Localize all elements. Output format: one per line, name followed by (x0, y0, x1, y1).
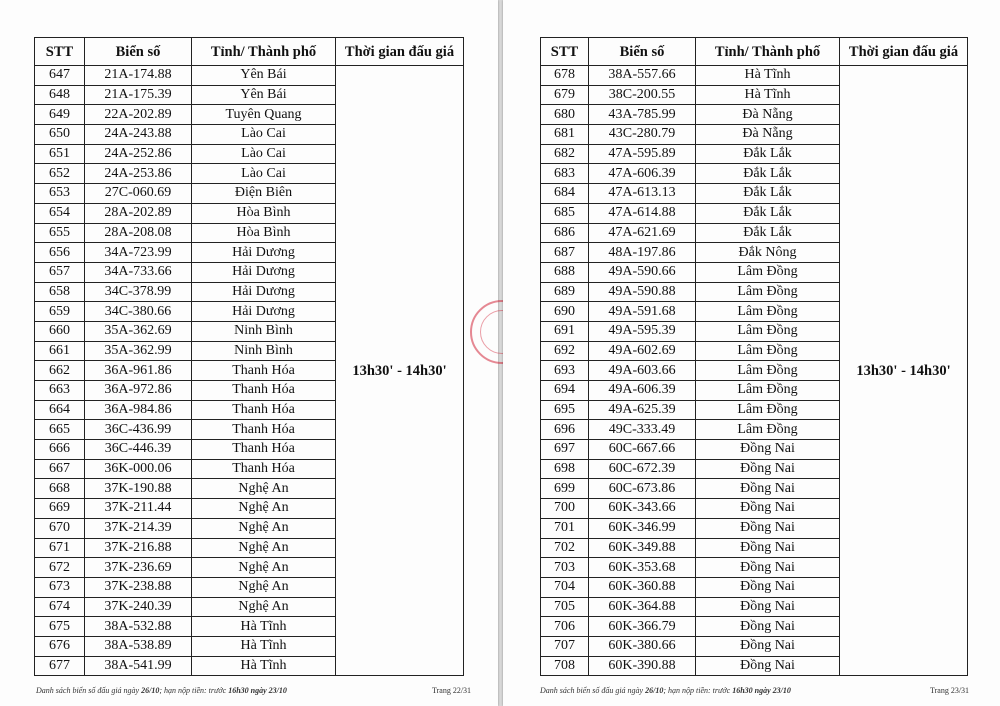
cell-stt: 702 (541, 538, 589, 558)
cell-stt: 707 (541, 636, 589, 656)
cell-plate: 37K-214.39 (85, 518, 192, 538)
cell-province: Đắk Lắk (696, 203, 840, 223)
cell-stt: 657 (35, 262, 85, 282)
cell-stt: 660 (35, 321, 85, 341)
cell-stt: 652 (35, 164, 85, 184)
cell-province: Đồng Nai (696, 440, 840, 460)
header-plate: Biển số (589, 38, 696, 66)
cell-stt: 693 (541, 361, 589, 381)
cell-plate: 36A-972.86 (85, 381, 192, 401)
cell-stt: 674 (35, 597, 85, 617)
cell-province: Hà Tĩnh (696, 66, 840, 86)
cell-stt: 666 (35, 440, 85, 460)
cell-plate: 38A-532.88 (85, 617, 192, 637)
cell-plate: 34A-733.66 (85, 262, 192, 282)
cell-province: Đắk Lắk (696, 184, 840, 204)
cell-province: Lào Cai (192, 125, 336, 145)
cell-auction-time: 13h30' - 14h30' (840, 66, 968, 676)
cell-plate: 38C-200.55 (589, 85, 696, 105)
cell-plate: 49A-603.66 (589, 361, 696, 381)
cell-plate: 60K-346.99 (589, 518, 696, 538)
cell-stt: 698 (541, 459, 589, 479)
cell-stt: 669 (35, 499, 85, 519)
header-plate: Biển số (85, 38, 192, 66)
cell-stt: 658 (35, 282, 85, 302)
cell-stt: 685 (541, 203, 589, 223)
cell-province: Thanh Hóa (192, 440, 336, 460)
cell-stt: 683 (541, 164, 589, 184)
cell-province: Lào Cai (192, 144, 336, 164)
table-header-row (541, 38, 968, 66)
cell-plate: 49A-602.69 (589, 341, 696, 361)
cell-plate: 37K-240.39 (85, 597, 192, 617)
cell-province: Đà Nẵng (696, 125, 840, 145)
footer-deadline: 16h30 ngày 23/10 (732, 686, 791, 695)
cell-stt: 648 (35, 85, 85, 105)
cell-province: Đắk Lắk (696, 223, 840, 243)
cell-province: Lâm Đồng (696, 282, 840, 302)
cell-plate: 38A-538.89 (85, 636, 192, 656)
cell-province: Lâm Đồng (696, 400, 840, 420)
cell-province: Đồng Nai (696, 479, 840, 499)
cell-plate: 37K-190.88 (85, 479, 192, 499)
cell-plate: 60K-364.88 (589, 597, 696, 617)
cell-stt: 690 (541, 302, 589, 322)
cell-stt: 661 (35, 341, 85, 361)
cell-stt: 653 (35, 184, 85, 204)
cell-plate: 49A-606.39 (589, 381, 696, 401)
cell-plate: 27C-060.69 (85, 184, 192, 204)
cell-plate: 24A-243.88 (85, 125, 192, 145)
cell-plate: 36C-436.99 (85, 420, 192, 440)
cell-stt: 688 (541, 262, 589, 282)
cell-plate: 49A-590.88 (589, 282, 696, 302)
footer-mid: ; hạn nộp tiền: trước (663, 686, 733, 695)
cell-plate: 21A-174.88 (85, 66, 192, 86)
cell-province: Lâm Đồng (696, 302, 840, 322)
cell-plate: 60C-672.39 (589, 459, 696, 479)
cell-plate: 60K-390.88 (589, 656, 696, 676)
cell-plate: 37K-216.88 (85, 538, 192, 558)
cell-province: Hải Dương (192, 262, 336, 282)
cell-province: Đắk Lắk (696, 164, 840, 184)
cell-province: Hải Dương (192, 302, 336, 322)
cell-province: Hải Dương (192, 243, 336, 263)
cell-stt: 699 (541, 479, 589, 499)
cell-province: Nghệ An (192, 538, 336, 558)
cell-stt: 675 (35, 617, 85, 637)
cell-plate: 60C-667.66 (589, 440, 696, 460)
cell-stt: 708 (541, 656, 589, 676)
cell-province: Hà Tĩnh (192, 636, 336, 656)
cell-province: Tuyên Quang (192, 105, 336, 125)
cell-stt: 677 (35, 656, 85, 676)
cell-stt: 705 (541, 597, 589, 617)
cell-auction-time: 13h30' - 14h30' (336, 66, 464, 676)
cell-plate: 36A-961.86 (85, 361, 192, 381)
cell-province: Đồng Nai (696, 518, 840, 538)
cell-province: Ninh Bình (192, 321, 336, 341)
cell-province: Lâm Đồng (696, 361, 840, 381)
cell-plate: 28A-202.89 (85, 203, 192, 223)
cell-plate: 24A-253.86 (85, 164, 192, 184)
cell-stt: 704 (541, 577, 589, 597)
cell-province: Đà Nẵng (696, 105, 840, 125)
cell-province: Hà Tĩnh (696, 85, 840, 105)
cell-stt: 701 (541, 518, 589, 538)
cell-plate: 47A-595.89 (589, 144, 696, 164)
footer-date: 26/10 (645, 686, 664, 695)
cell-stt: 651 (35, 144, 85, 164)
cell-stt: 695 (541, 400, 589, 420)
cell-province: Đồng Nai (696, 558, 840, 578)
table-header-row (35, 38, 464, 66)
cell-province: Lâm Đồng (696, 262, 840, 282)
footer-prefix: Danh sách biển số đấu giá ngày (540, 686, 646, 695)
cell-province: Lâm Đồng (696, 420, 840, 440)
cell-stt: 697 (541, 440, 589, 460)
cell-stt: 681 (541, 125, 589, 145)
cell-stt: 664 (35, 400, 85, 420)
cell-plate: 43C-280.79 (589, 125, 696, 145)
cell-stt: 672 (35, 558, 85, 578)
cell-province: Yên Bái (192, 66, 336, 86)
header-auction-time: Thời gian đấu giá (840, 38, 968, 66)
cell-stt: 656 (35, 243, 85, 263)
cell-province: Thanh Hóa (192, 361, 336, 381)
cell-plate: 35A-362.69 (85, 321, 192, 341)
cell-province: Nghệ An (192, 577, 336, 597)
cell-stt: 663 (35, 381, 85, 401)
cell-province: Hải Dương (192, 282, 336, 302)
cell-plate: 36A-984.86 (85, 400, 192, 420)
cell-province: Thanh Hóa (192, 459, 336, 479)
cell-stt: 686 (541, 223, 589, 243)
cell-stt: 673 (35, 577, 85, 597)
cell-plate: 49A-595.39 (589, 321, 696, 341)
cell-province: Nghệ An (192, 597, 336, 617)
document-page-right (503, 0, 1000, 706)
cell-stt: 659 (35, 302, 85, 322)
cell-plate: 49A-590.66 (589, 262, 696, 282)
cell-plate: 60K-353.68 (589, 558, 696, 578)
plate-table-right (540, 37, 968, 676)
footer-deadline: 16h30 ngày 23/10 (228, 686, 287, 695)
cell-stt: 647 (35, 66, 85, 86)
cell-province: Đồng Nai (696, 499, 840, 519)
cell-province: Đồng Nai (696, 636, 840, 656)
cell-stt: 676 (35, 636, 85, 656)
cell-province: Hà Tĩnh (192, 617, 336, 637)
cell-province: Đắk Lắk (696, 144, 840, 164)
cell-stt: 700 (541, 499, 589, 519)
cell-stt: 691 (541, 321, 589, 341)
cell-province: Lâm Đồng (696, 381, 840, 401)
footer-note (540, 686, 791, 695)
cell-plate: 37K-238.88 (85, 577, 192, 597)
header-stt: STT (541, 38, 589, 66)
cell-stt: 654 (35, 203, 85, 223)
cell-province: Thanh Hóa (192, 420, 336, 440)
cell-plate: 48A-197.86 (589, 243, 696, 263)
cell-plate: 37K-211.44 (85, 499, 192, 519)
cell-stt: 670 (35, 518, 85, 538)
cell-province: Lâm Đồng (696, 341, 840, 361)
cell-province: Nghệ An (192, 479, 336, 499)
cell-province: Nghệ An (192, 558, 336, 578)
cell-province: Ninh Bình (192, 341, 336, 361)
cell-plate: 60K-380.66 (589, 636, 696, 656)
header-province: Tỉnh/ Thành phố (192, 38, 336, 66)
page-number: Trang 22/31 (432, 686, 472, 695)
cell-stt: 694 (541, 381, 589, 401)
cell-stt: 671 (35, 538, 85, 558)
cell-province: Đồng Nai (696, 656, 840, 676)
cell-plate: 36C-446.39 (85, 440, 192, 460)
cell-province: Lâm Đồng (696, 321, 840, 341)
cell-province: Đồng Nai (696, 577, 840, 597)
cell-province: Nghệ An (192, 499, 336, 519)
cell-province: Hòa Bình (192, 203, 336, 223)
cell-plate: 24A-252.86 (85, 144, 192, 164)
cell-plate: 35A-362.99 (85, 341, 192, 361)
cell-plate: 21A-175.39 (85, 85, 192, 105)
page-number: Trang 23/31 (930, 686, 970, 695)
cell-plate: 34A-723.99 (85, 243, 192, 263)
footer-prefix: Danh sách biển số đấu giá ngày (36, 686, 142, 695)
cell-province: Đồng Nai (696, 459, 840, 479)
cell-stt: 696 (541, 420, 589, 440)
cell-plate: 43A-785.99 (589, 105, 696, 125)
cell-plate: 47A-614.88 (589, 203, 696, 223)
cell-plate: 47A-621.69 (589, 223, 696, 243)
cell-plate: 47A-606.39 (589, 164, 696, 184)
cell-stt: 665 (35, 420, 85, 440)
cell-stt: 662 (35, 361, 85, 381)
cell-plate: 34C-380.66 (85, 302, 192, 322)
document-page-left (0, 0, 498, 706)
cell-plate: 60C-673.86 (589, 479, 696, 499)
cell-plate: 38A-541.99 (85, 656, 192, 676)
cell-province: Đồng Nai (696, 617, 840, 637)
cell-plate: 60K-366.79 (589, 617, 696, 637)
cell-province: Hòa Bình (192, 223, 336, 243)
cell-plate: 60K-360.88 (589, 577, 696, 597)
cell-stt: 703 (541, 558, 589, 578)
cell-plate: 22A-202.89 (85, 105, 192, 125)
cell-stt: 684 (541, 184, 589, 204)
cell-stt: 678 (541, 66, 589, 86)
cell-stt: 649 (35, 105, 85, 125)
plate-table-left (34, 37, 464, 676)
cell-plate: 60K-343.66 (589, 499, 696, 519)
cell-stt: 706 (541, 617, 589, 637)
cell-stt: 687 (541, 243, 589, 263)
footer-note (36, 686, 287, 695)
cell-stt: 655 (35, 223, 85, 243)
cell-province: Đồng Nai (696, 538, 840, 558)
cell-plate: 34C-378.99 (85, 282, 192, 302)
table-row (541, 66, 968, 86)
cell-stt: 682 (541, 144, 589, 164)
cell-plate: 60K-349.88 (589, 538, 696, 558)
cell-plate: 47A-613.13 (589, 184, 696, 204)
cell-plate: 49A-591.68 (589, 302, 696, 322)
cell-province: Thanh Hóa (192, 400, 336, 420)
cell-stt: 668 (35, 479, 85, 499)
header-auction-time: Thời gian đấu giá (336, 38, 464, 66)
header-stt: STT (35, 38, 85, 66)
cell-stt: 650 (35, 125, 85, 145)
cell-plate: 49A-625.39 (589, 400, 696, 420)
footer-mid: ; hạn nộp tiền: trước (159, 686, 229, 695)
cell-plate: 28A-208.08 (85, 223, 192, 243)
cell-province: Điện Biên (192, 184, 336, 204)
footer-date: 26/10 (141, 686, 160, 695)
cell-stt: 667 (35, 459, 85, 479)
cell-province: Đồng Nai (696, 597, 840, 617)
cell-province: Đắk Nông (696, 243, 840, 263)
cell-province: Hà Tĩnh (192, 656, 336, 676)
cell-stt: 692 (541, 341, 589, 361)
cell-province: Yên Bái (192, 85, 336, 105)
cell-plate: 37K-236.69 (85, 558, 192, 578)
table-row (35, 66, 464, 86)
cell-stt: 689 (541, 282, 589, 302)
cell-stt: 680 (541, 105, 589, 125)
cell-plate: 38A-557.66 (589, 66, 696, 86)
cell-province: Lào Cai (192, 164, 336, 184)
cell-province: Nghệ An (192, 518, 336, 538)
cell-province: Thanh Hóa (192, 381, 336, 401)
header-province: Tỉnh/ Thành phố (696, 38, 840, 66)
cell-plate: 49C-333.49 (589, 420, 696, 440)
cell-plate: 36K-000.06 (85, 459, 192, 479)
cell-stt: 679 (541, 85, 589, 105)
